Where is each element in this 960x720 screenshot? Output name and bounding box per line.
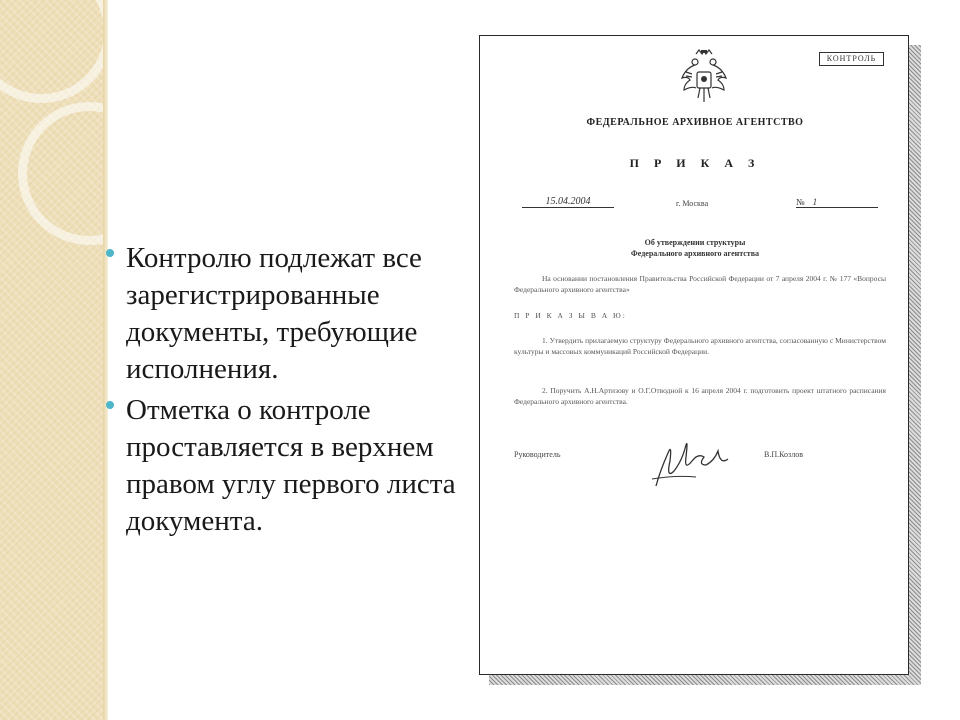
control-stamp: КОНТРОЛЬ — [819, 52, 884, 66]
agency-name: ФЕДЕРАЛЬНОЕ АРХИВНОЕ АГЕНТСТВО — [586, 117, 804, 128]
subject-line: Федерального архивного агентства — [630, 249, 760, 258]
document-subject — [480, 237, 910, 259]
bullet-item — [106, 240, 472, 388]
coat-of-arms-icon — [678, 48, 730, 106]
document-number — [796, 197, 878, 208]
document-paragraph: На основании постановления Правительства Российской Федерации от 7 апреля 2004 г. № 177 «Вопросы Федерального архивного агентства» — [514, 274, 886, 294]
subject-line: Об утверждении структуры — [644, 238, 746, 247]
bullet-list — [106, 240, 472, 544]
bullet-text: Отметка о контроле проставляется в верхнем правом углу первого листа документа. — [126, 394, 456, 537]
decorative-ring — [0, 0, 103, 103]
order-document-image — [479, 35, 909, 675]
decorative-side-strip — [0, 0, 103, 720]
decorative-ring — [18, 102, 103, 245]
document-city: г. Москва — [676, 199, 709, 208]
signer-title: Руководитель — [514, 450, 561, 459]
handwritten-signature — [646, 431, 741, 493]
number-label: № — [796, 197, 805, 207]
bullet-item — [106, 392, 472, 540]
number-value: 1 — [812, 197, 818, 207]
bullet-text: Контролю подлежат все зарегистрированные документы, требующие исполнения. — [126, 242, 422, 385]
document-paragraph: 2. Поручить А.Н.Артизову и О.Г.Отводной к 16 апреля 2004 г. подготовить проект штатного расписания Федерального архивного агентства. — [514, 386, 886, 406]
document-paragraph: 1. Утвердить прилагаемую структуру Федерального архивного агентства, согласованную с Министерством культуры и массовых коммуникаций Российской Федерации. — [514, 336, 886, 356]
bullet-dot-icon — [106, 401, 114, 409]
bullet-dot-icon — [106, 249, 114, 257]
document-date: 15.04.2004 — [522, 196, 614, 208]
signer-name: В.П.Козлов — [764, 450, 803, 459]
document-title: П Р И К А З — [629, 156, 761, 170]
document-paragraph: П Р И К А З Ы В А Ю: — [514, 311, 627, 320]
